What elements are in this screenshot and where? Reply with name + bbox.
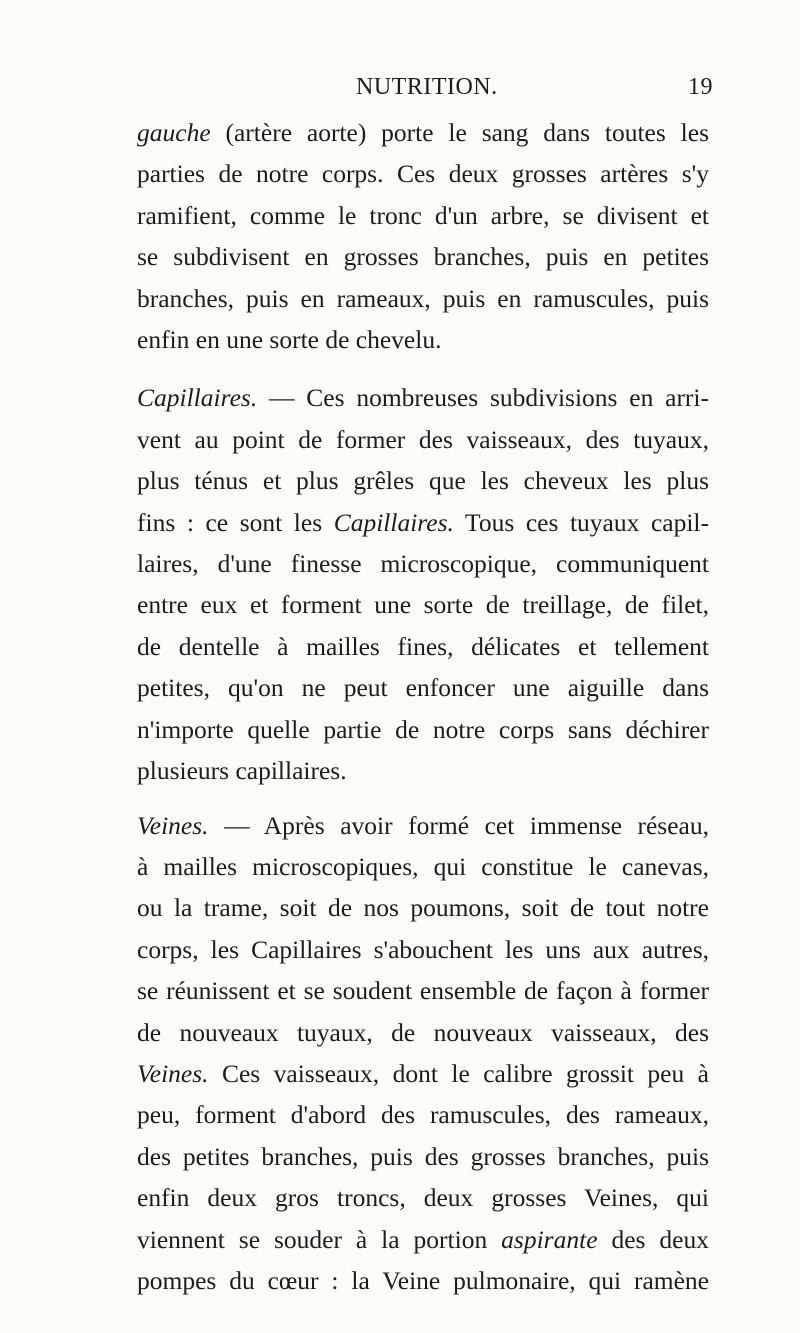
paragraph-spacer — [137, 792, 709, 805]
text-run: vent au point de former des vaisseaux, des tuyaux, — [137, 424, 709, 454]
italic-term: Capillaires. — [137, 383, 258, 413]
text-line — [137, 1012, 709, 1053]
text-line — [137, 236, 709, 277]
text-run: des petites branches, puis des grosses branches, puis — [137, 1141, 709, 1171]
text-line — [137, 1053, 709, 1094]
text-run: peu, forment d'abord des ramuscules, des rameaux, — [137, 1100, 709, 1130]
text-run: enfin deux gros troncs, deux grosses Veines, qui — [137, 1183, 709, 1213]
text-run: se subdivisent en grosses branches, puis en petites — [137, 242, 709, 272]
body-text — [137, 112, 709, 1301]
text-line — [137, 846, 709, 887]
text-line — [137, 319, 709, 360]
text-line — [137, 750, 709, 791]
text-run: enfin en une sorte de chevelu. — [137, 325, 442, 355]
text-run: de nouveaux tuyaux, de nouveaux vaisseaux, des — [137, 1017, 709, 1047]
text-run: n'importe quelle partie de notre corps sans déchirer — [137, 714, 709, 744]
text-run: pompes du cœur : la Veine pulmonaire, qui ramène — [137, 1265, 709, 1295]
text-run: se réunissent et se soudent ensemble de façon à former — [137, 976, 709, 1006]
text-run: parties de notre corps. Ces deux grosses artères s'y — [137, 159, 709, 189]
text-line — [137, 1094, 709, 1135]
text-line — [137, 1177, 709, 1218]
running-header — [356, 74, 713, 108]
text-run: ou la trame, soit de nos poumons, soit de tout notre — [137, 893, 709, 923]
text-run: corps, les Capillaires s'abouchent les uns aux autres, — [137, 934, 709, 964]
text-run: laires, d'une finesse microscopique, communiquent — [137, 549, 709, 579]
text-line — [137, 112, 709, 153]
italic-term: Veines. — [137, 1058, 209, 1088]
italic-term: gauche — [137, 118, 211, 147]
text-run: Tous ces tuyaux capil- — [453, 507, 709, 537]
text-run: entre eux et forment une sorte de treillage, de filet, — [137, 590, 709, 620]
text-line — [137, 460, 709, 501]
text-line — [137, 667, 709, 708]
text-line — [137, 153, 709, 194]
text-line — [137, 278, 709, 319]
text-line — [137, 195, 709, 236]
text-run: ramifient, comme le tronc d'un arbre, se divisent et — [137, 200, 709, 230]
text-line — [137, 887, 709, 928]
text-run: petites, qu'on ne peut enfoncer une aiguille dans — [137, 673, 709, 703]
text-line — [137, 970, 709, 1011]
paragraph-capillaires — [137, 377, 709, 791]
text-line — [137, 502, 709, 543]
page-number: 19 — [688, 74, 713, 100]
chapter-title: NUTRITION. — [356, 74, 498, 100]
text-run: — Ces nombreuses subdivisions en arri- — [257, 383, 709, 413]
text-run: plus ténus et plus grêles que les cheveux les plus — [137, 466, 709, 496]
text-run: fins : ce sont les — [137, 507, 334, 537]
italic-term: Veines. — [137, 810, 209, 840]
text-line — [137, 1219, 709, 1260]
text-run: branches, puis en rameaux, puis en ramuscules, puis — [137, 283, 709, 313]
text-run: des deux — [597, 1224, 709, 1254]
text-line — [137, 584, 709, 625]
text-run: — Après avoir formé cet immense réseau, — [208, 810, 709, 840]
paragraph-spacer — [137, 360, 709, 377]
text-line — [137, 1136, 709, 1177]
text-line — [137, 419, 709, 460]
text-line — [137, 709, 709, 750]
text-run: viennent se souder à la portion — [137, 1224, 502, 1254]
text-run: à mailles microscopiques, qui constitue le canevas, — [137, 851, 709, 881]
italic-term: aspirante — [501, 1224, 598, 1254]
text-run: de dentelle à mailles fines, délicates et tellement — [137, 631, 709, 661]
paragraph-arteries — [137, 112, 709, 360]
text-line — [137, 805, 709, 846]
text-line — [137, 626, 709, 667]
text-line — [137, 377, 709, 418]
text-line — [137, 929, 709, 970]
paragraph-veines — [137, 805, 709, 1302]
text-line — [137, 543, 709, 584]
text-line — [137, 1260, 709, 1301]
text-run: (artère aorte) porte le sang dans toutes les — [210, 118, 709, 147]
text-run: plusieurs capillaires. — [137, 756, 347, 786]
text-run: Ces vaisseaux, dont le calibre grossit peu à — [208, 1058, 709, 1088]
italic-term: Capillaires. — [333, 507, 454, 537]
